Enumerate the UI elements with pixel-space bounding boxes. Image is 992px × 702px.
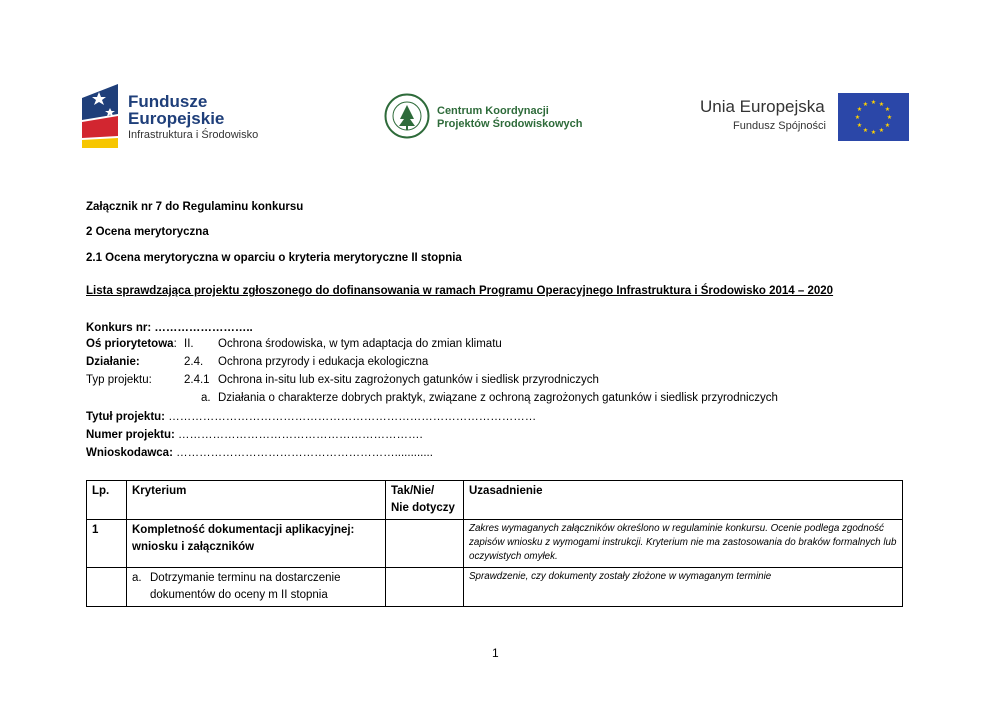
fundusze-line3: Infrastruktura i Środowisko (128, 129, 259, 141)
ckps-line2: Projektów Środowiskowych (437, 118, 583, 130)
header-lp: Lp. (87, 481, 127, 520)
priority-axis-label: Oś priorytetowa (86, 338, 174, 350)
numer-dots: ………………………………………………………. (174, 429, 423, 441)
svg-text:★: ★ (862, 127, 869, 134)
svg-text:★: ★ (878, 127, 885, 134)
header-uzasadnienie: Uzasadnienie (464, 481, 903, 520)
page-number: 1 (492, 646, 499, 660)
row2-lp (87, 568, 127, 607)
header-tak-line2: Nie dotyczy (391, 502, 455, 514)
eu-flag-icon (838, 93, 909, 141)
lasy-panstwowe-seal-icon (384, 93, 430, 139)
row2-tak-cell[interactable] (386, 568, 464, 607)
ckps-line1: Centrum Koordynacji (437, 105, 549, 117)
svg-text:★: ★ (856, 122, 863, 129)
tytul-row (86, 410, 536, 424)
typ-sub-text: Działania o charakterze dobrych praktyk, związane z ochroną zagrożonych gatunków i siedlisk przyrodniczych (218, 392, 778, 404)
svg-text:★: ★ (884, 106, 891, 113)
priority-axis-text: Ochrona środowiska, w tym adaptacja do zmian klimatu (218, 338, 502, 350)
priority-axis-num: II. (184, 338, 194, 350)
numer-row (86, 428, 423, 442)
svg-text:★: ★ (856, 106, 863, 113)
svg-text:★: ★ (854, 114, 861, 121)
numer-label: Numer projektu: (86, 429, 175, 441)
row2-uzasadnienie: Sprawdzenie, czy dokumenty zostały złożone w wymaganym terminie (464, 568, 903, 607)
dzialanie-text: Ochrona przyrody i edukacja ekologiczna (218, 356, 429, 368)
table-header-row (87, 481, 903, 520)
header-tak-line1: Tak/Nie/ (391, 485, 435, 497)
svg-text:★: ★ (884, 122, 891, 129)
criteria-table (86, 480, 903, 607)
typ-text: Ochrona in-situ lub ex-situ zagrożonych gatunków i siedlisk przyrodniczych (218, 374, 599, 386)
subsection-title: 2.1 Ocena merytoryczna w oparciu o kryteria merytoryczne II stopnia (86, 252, 462, 264)
typ-sub-letter: a. (201, 392, 211, 404)
row2-kryterium: Dotrzymanie terminu na dostarczenie dokumentów do oceny m II stopnia (150, 572, 341, 601)
fundusze-line1: Fundusze (128, 92, 208, 111)
row2-letter: a. (132, 572, 142, 584)
annex-title: Załącznik nr 7 do Regulaminu konkursu (86, 201, 304, 213)
ue-line2: Fundusz Spójności (733, 120, 826, 132)
row1-lp: 1 (87, 520, 127, 568)
ue-line1: Unia Europejska (700, 97, 825, 116)
typ-label: Typ projektu: (86, 374, 152, 386)
priority-axis-row (86, 337, 177, 351)
wnioskodawca-row (86, 446, 433, 460)
header-kryterium: Kryterium (127, 481, 386, 520)
dzialanie-num: 2.4. (184, 356, 204, 368)
svg-text:★: ★ (886, 114, 893, 121)
row1-uzasadnienie: Zakres wymaganych załączników określono w regulaminie konkursu. Ocenie podlega zgodność zapisów wniosku z wymogami instrukcji. Kryterium nie ma zastosowania do braków formalnych lub oczywistych omyłek. (464, 520, 903, 568)
wnioskodawca-dots: …………………………………………………............ (172, 447, 433, 459)
header-tak-nie (386, 481, 464, 520)
section-title: 2 Ocena merytoryczna (86, 226, 209, 238)
konkurs-number: Konkurs nr: …………………….. (86, 322, 253, 334)
svg-text:★: ★ (878, 101, 885, 108)
row2-kryterium-cell (127, 568, 386, 607)
wnioskodawca-label: Wnioskodawca: (86, 447, 173, 459)
typ-num: 2.4.1 (184, 374, 210, 386)
tytul-dots: …………………………………………………………………………………… (165, 411, 537, 423)
fundusze-europejskie-emblem (82, 84, 120, 148)
table-row (87, 568, 903, 607)
priority-axis-colon: : (173, 338, 177, 350)
tytul-label: Tytuł projektu: (86, 411, 166, 423)
svg-text:★: ★ (870, 129, 877, 136)
table-row (87, 520, 903, 568)
checklist-title: Lista sprawdzająca projektu zgłoszonego do dofinansowania w ramach Programu Operacyjnego Infrastruktura i Środowisko 2014 – 2020 (86, 285, 834, 297)
dzialanie-label: Działanie: (86, 356, 140, 368)
row1-kryterium: Kompletność dokumentacji aplikacyjnej: wniosku i załączników (127, 520, 386, 568)
svg-text:★: ★ (862, 101, 869, 108)
row1-tak-cell[interactable] (386, 520, 464, 568)
svg-text:★: ★ (870, 99, 877, 106)
fundusze-line2: Europejskie (128, 109, 225, 128)
